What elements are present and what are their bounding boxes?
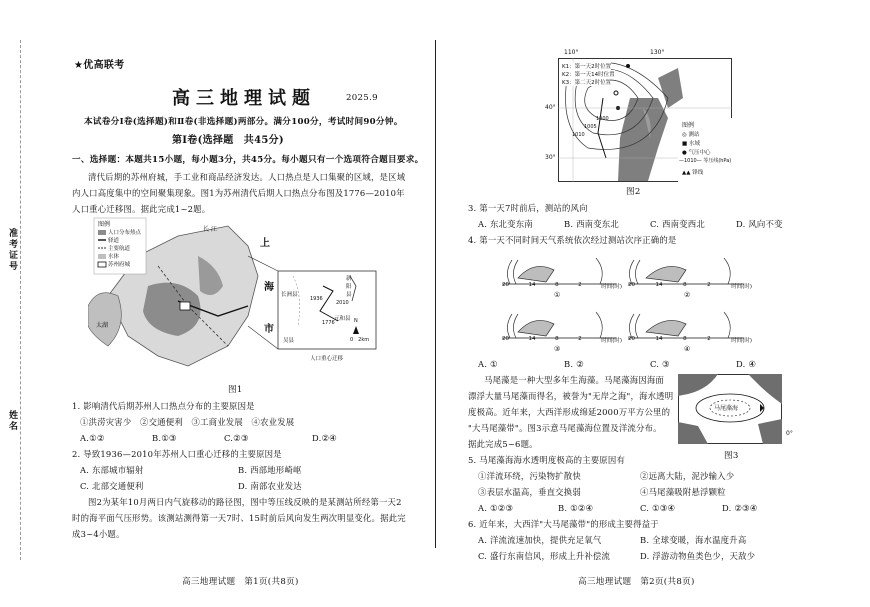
axis-tick: 14 [655, 336, 663, 342]
question-options [72, 430, 337, 446]
option[interactable]: A. 东北变东南 [478, 219, 533, 229]
fig2-isobar-1000: 1000 [596, 116, 609, 122]
option[interactable]: C. ③ [650, 359, 670, 369]
fig2-lat-40: 40° [545, 104, 556, 111]
axis-tick: 20 [502, 282, 509, 288]
passage-3-line: 马尾藻是一种大型多年生海藻。马尾藻海因海面 [484, 375, 665, 385]
north-arrow-label: N [354, 318, 358, 324]
option[interactable]: B. 西部地形崎岖 [238, 465, 302, 475]
fig2-isobar-1010: 1010 [572, 132, 585, 138]
label-shi: 市 [264, 324, 274, 335]
q4-panels [496, 248, 756, 356]
fig2-legend-station: ◎ 测站 [682, 132, 700, 138]
axis-tick: 20 [502, 336, 509, 342]
figure-1-map [88, 216, 378, 376]
label-changjiang: 长 江 [203, 226, 217, 233]
passage-3-line: 据此完成5~6题。 [468, 439, 538, 449]
fig2-legend-title: 图例 [682, 122, 695, 129]
label-yuanhe: 元和县 [334, 316, 351, 322]
question-stem: 2. 导致1936—2010年苏州人口重心迁移的主要原因是 [72, 449, 282, 459]
item: ②远离大陆，泥沙输入少 [640, 471, 735, 481]
axis-unit: 时间(时) [731, 284, 752, 290]
inset-caption: 人口重心迁移 [310, 356, 344, 362]
axis-tick: 14 [528, 336, 536, 342]
label-xinyang: 新阳县 [346, 276, 352, 298]
axis-tick: 8 [555, 282, 559, 288]
fig2-legend-front: ▲▲ 锋线 [682, 170, 704, 176]
option[interactable]: C. 北部交通便利 [80, 481, 144, 491]
page-footer-right: 高三地理试题 第2页(共8页) [578, 577, 695, 587]
fig2-k3: K3：第二天2时位置 [562, 80, 612, 86]
option[interactable]: C. 盛行东南信风，形成上升补偿流 [478, 551, 611, 561]
option[interactable]: C. ①③④ [640, 503, 676, 513]
option[interactable]: B. ② [564, 359, 584, 369]
option[interactable]: C.②③ [224, 433, 249, 443]
figure-1 [88, 216, 378, 376]
label-hai: 海 [264, 282, 274, 293]
axis-tick: 2 [578, 282, 582, 288]
option[interactable]: A. 洋流流速加快，提供充足氧气 [478, 535, 602, 545]
question-items [468, 484, 757, 500]
axis-ticks [628, 282, 752, 290]
question-stem: 3. 第一天7时前后，测站的风向 [468, 203, 588, 213]
binding-margin [0, 0, 40, 607]
fig2-k2: K2：第一天14时位置 [562, 72, 615, 78]
legend-title: 图例 [98, 221, 111, 228]
figure-3-caption: 图3 [724, 451, 739, 461]
page-footer-left: 高三地理试题 第1页(共8页) [182, 577, 299, 587]
question-4-stem: 4. 第一天不同时间天气系统依次经过测站次序正确的是 [468, 235, 677, 245]
label-changzhou: 长洲县 [281, 292, 298, 298]
fig3-lat: 0° [786, 430, 793, 437]
label-taihu: 太湖 [96, 322, 109, 329]
item: ④马尾藻吸附悬浮颗粒 [640, 487, 726, 497]
question-options [468, 500, 757, 516]
axis-tick: 8 [555, 336, 559, 342]
question-options [72, 478, 302, 494]
name-label: 姓名 [7, 410, 17, 432]
question-options [72, 462, 302, 478]
fig2-lon-110: 110° [564, 49, 579, 56]
option[interactable]: A.①② [80, 433, 105, 443]
passage-3-line: 漂浮大量马尾藻而得名，被誉为"无岸之海"，海水透明 [468, 391, 674, 401]
label-2010: 2010 [336, 300, 349, 306]
passage-1-line: 人口重心迁移图。据此完成1~2题。 [72, 204, 211, 214]
axis-tick: 8 [683, 336, 687, 342]
option[interactable]: D. ④ [736, 359, 757, 369]
passage-1-line: 清代后期的苏州府城，手工业和商品经济发达。人口热点是人口集聚的区域，是区域 [88, 172, 406, 182]
figure-2 [545, 49, 732, 182]
passage-3-line: "大马尾藻带"。图3示意马尾藻海位置及洋流分布。 [468, 423, 662, 433]
question-stem: 6. 近年来，大西洋"大马尾藻带"的形成主要得益于 [468, 519, 659, 529]
legend-water: 水体 [108, 254, 120, 260]
legend-waterway: 主要航道 [108, 246, 131, 252]
panel-label: ③ [554, 345, 561, 353]
label-shang: 上 [260, 238, 270, 249]
fig3-label: 马尾藻海 [714, 405, 739, 412]
question-5 [468, 452, 757, 516]
binding-line [20, 40, 22, 560]
legend-postal-road: 驿道 [108, 238, 120, 244]
axis-unit: 时间(时) [601, 338, 622, 344]
page-title: 高三地理试题 [172, 88, 316, 109]
question-stem: 1. 影响清代后期苏州人口热点分布的主要原因是 [72, 401, 255, 411]
fig2-k1: K1：第一天2时位置 [562, 64, 612, 70]
question-options [468, 532, 755, 548]
label-1936: 1936 [310, 296, 323, 302]
exam-date: 2025.9 [346, 93, 378, 103]
fig2-legend-isobar: —1010— 等压线(hPa) [679, 158, 732, 164]
option[interactable]: A. ①②③ [478, 503, 514, 513]
fig2-isobar-1005: 1005 [584, 124, 597, 130]
scale-label: 0 2km [350, 337, 370, 343]
axis-tick: 2 [578, 336, 582, 342]
question-options [468, 216, 783, 232]
question-2 [72, 446, 302, 494]
axis-tick: 2 [707, 282, 711, 288]
item: ①洋流环绕，污染物扩散快 [478, 471, 581, 481]
legend-hotspot: 人口分布热点 [108, 230, 142, 236]
page-divider [435, 40, 436, 548]
exam-intro: 本试卷分Ⅰ卷(选择题)和Ⅱ卷(非选择题)两部分。满分100分，考试时间90分钟。 [84, 117, 403, 127]
ticket-number-label: 准考证号 [7, 228, 17, 272]
axis-tick: 20 [628, 336, 635, 342]
option[interactable]: D.②④ [312, 433, 337, 443]
option[interactable]: A. 东部城市辐射 [80, 465, 144, 475]
option[interactable]: A. ① [478, 359, 498, 369]
question-items [468, 468, 757, 484]
option[interactable]: D. ②③④ [722, 503, 758, 513]
passage-2 [72, 494, 406, 542]
fig2-legend-center: ● 气压中心 [682, 150, 711, 156]
panel-label: ② [684, 291, 691, 299]
option[interactable]: D. 南部农业发达 [238, 481, 302, 491]
figure-1-caption: 图1 [228, 385, 243, 395]
figure-2-caption: 图2 [626, 187, 641, 197]
question-3 [468, 200, 783, 232]
question-options [468, 548, 755, 564]
passage-1 [72, 169, 405, 217]
axis-tick: 2 [707, 336, 711, 342]
axis-tick: 8 [683, 282, 687, 288]
axis-tick: 14 [528, 282, 536, 288]
passage-2-line: 图2为某年10月两日内气旋移动的路径图，图中等压线反映的是某测站所经第一天2 [88, 497, 402, 507]
legend-city: 苏州府城 [108, 262, 131, 268]
axis-ticks [502, 282, 622, 290]
question-1 [72, 398, 337, 446]
option[interactable]: C. 西南变西北 [650, 219, 705, 229]
option[interactable]: D. 浮游动物鱼类色少，天敌少 [640, 551, 756, 561]
option[interactable]: B. 西南变东北 [564, 219, 619, 229]
panel-label: ① [554, 291, 561, 299]
fig2-lat-30: 30° [545, 154, 556, 161]
passage-2-line: 时的海平面气压形势。该测站测得第一天7时、15时前后风向发生两次明显变化。据此完 [72, 513, 406, 523]
passage-1-line: 内人口高度集中的空间聚集现象。图1为苏州清代后期人口热点分布图及1776—2010年 [72, 188, 405, 198]
question-6 [468, 516, 755, 564]
label-1776: 1776 [322, 320, 335, 326]
question-stem: 5. 马尾藻海海水透明度极高的主要原因有 [468, 455, 626, 465]
option[interactable]: B. 全球变暖，海水温度升高 [640, 535, 747, 545]
passage-3-line: 度极高。近年来，大西洋形成绵延2000万平方公里的 [468, 407, 671, 417]
label-wuxian: 吴县 [283, 338, 295, 344]
passage-3 [468, 372, 673, 452]
option[interactable]: B.①③ [152, 433, 177, 443]
axis-unit: 时间(时) [601, 284, 622, 290]
part1-heading: 第Ⅰ卷(选择题 共45分) [172, 135, 284, 146]
figure-3 [678, 374, 793, 444]
panel-label: ④ [684, 345, 691, 353]
axis-ticks [628, 336, 752, 344]
passage-2-line: 成3~4小题。 [72, 529, 125, 539]
brand-label: ★优高联考 [74, 60, 125, 71]
fig2-legend-water: ■ 水域 [682, 141, 700, 147]
question-4-options [478, 356, 756, 372]
item: ③表层水温高，垂直交换弱 [478, 487, 581, 497]
option[interactable]: D. 风向不变 [736, 219, 783, 229]
question-1-items: ①洪涝灾害少 ②交通便利 ③工商业发展 ④农业发展 [80, 417, 295, 427]
axis-tick: 14 [655, 282, 663, 288]
axis-ticks [502, 336, 622, 344]
option[interactable]: B. ①②④ [558, 503, 594, 513]
fig2-lon-130: 130° [650, 49, 665, 56]
axis-tick: 20 [628, 282, 635, 288]
axis-unit: 时间(时) [731, 338, 752, 344]
section1-heading: 一、选择题：本题共15小题，每小题3分，共45分。每小题只有一个选项符合题目要求。 [72, 155, 424, 165]
